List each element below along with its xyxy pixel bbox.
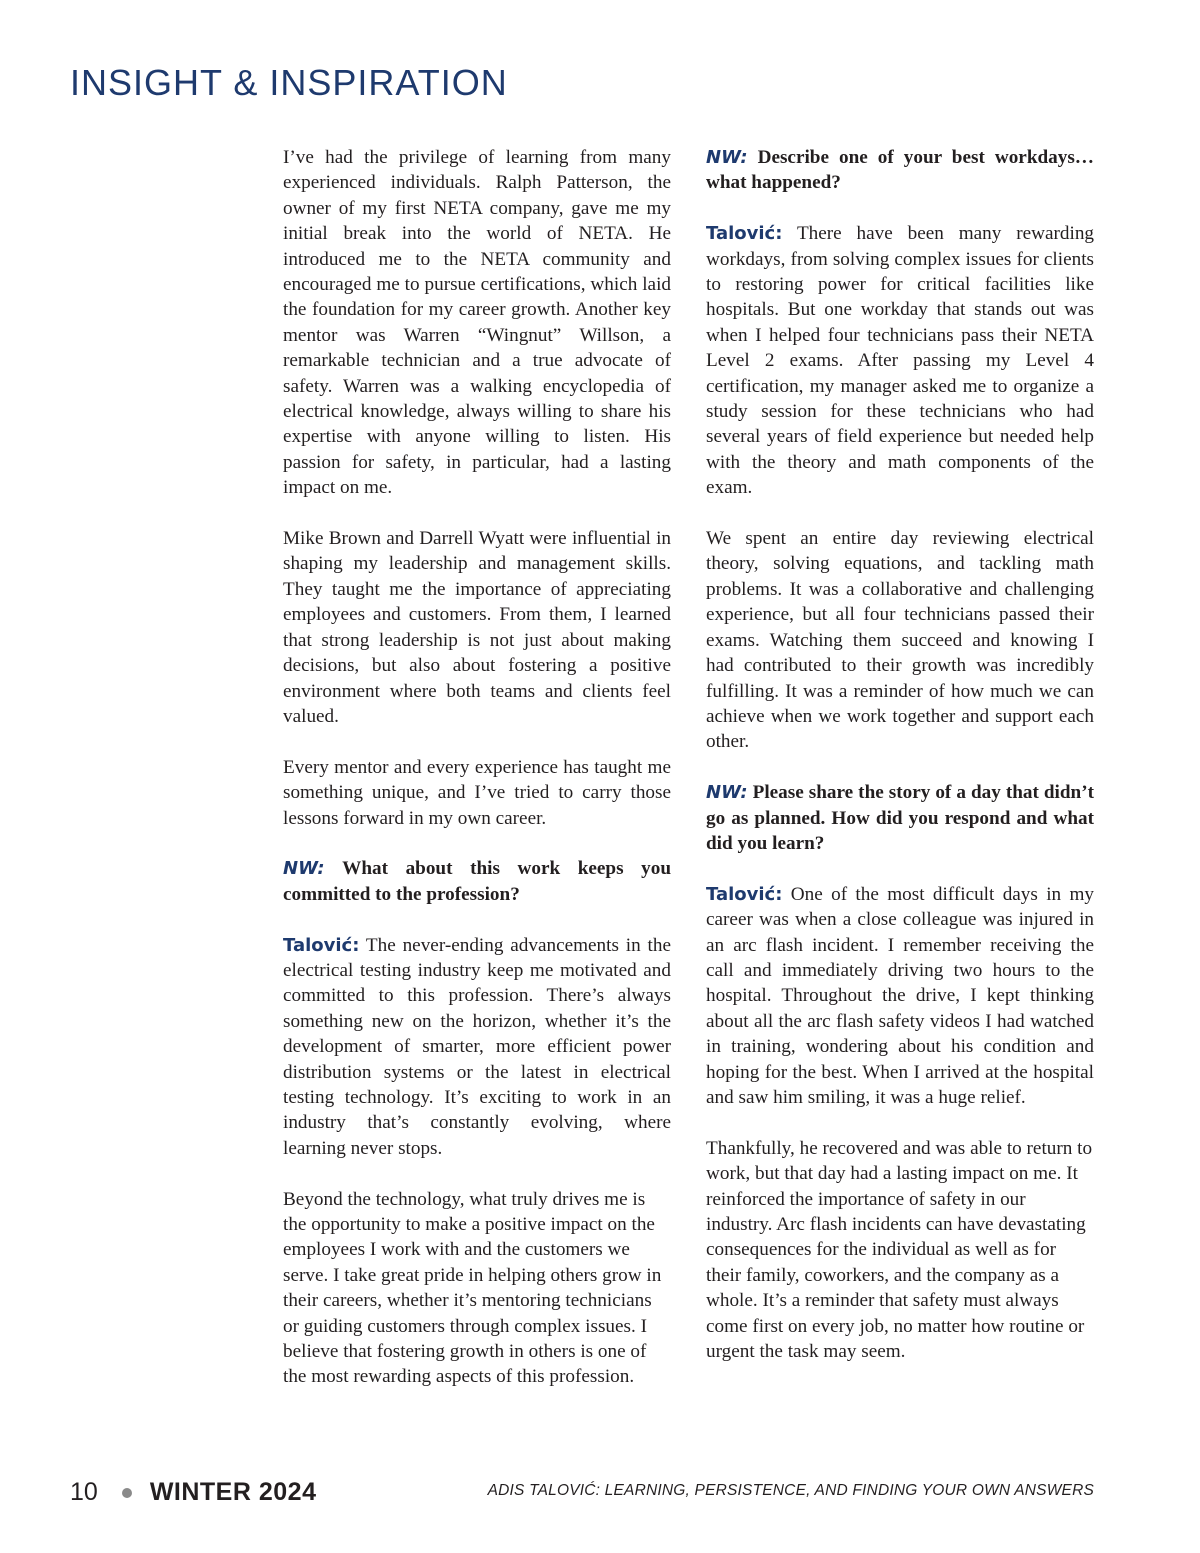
answer-text: One of the most difficult days in my career was when a close colleague was injured in an arc flash incident. I remember receiving the call and immediately driving two hours to the hospital. Throughout the drive, I kept thinking about all the arc flash safety videos I had watched in training, wondering about his condition and hoping for the best. When I arrived at the hospital and saw him smiling, it was a huge relief. xyxy=(706,883,1095,1108)
bullet-separator xyxy=(122,1488,132,1498)
interview-question xyxy=(706,145,1094,196)
interviewer-label: NW: xyxy=(706,782,748,804)
paragraph: Mike Brown and Darrell Wyatt were influential in shaping my leadership and management skills. They taught me the importance of appreciating employees and customers. From them, I learned that strong leadership is not just about making decisions, but also about fostering a positive environment where both teams and clients feel valued. xyxy=(283,528,671,727)
paragraph: We spent an entire day reviewing electrical theory, solving equations, and tackling math problems. It was a collaborative and challenging experience, but all four technicians passed their exams. Watching them succeed and knowing I had contributed to their growth was incredibly fulfilling. It was a reminder of how much we can achieve when we work together and support each other. xyxy=(706,528,1094,753)
paragraph: Thankfully, he recovered and was able to return to work, but that day had a lasting impact on me. It reinforced the importance of safety in our industry. Arc flash incidents can have devastating consequences for the individual as well as for their family, coworkers, and the company as a whole. It’s a reminder that safety must always come first on every job, no matter how routine or urgent the task may seem. xyxy=(706,1137,1093,1363)
question-text: What about this work keeps you committed to the profession? xyxy=(283,858,671,905)
interviewer-label: NW: xyxy=(706,147,748,168)
interview-answer xyxy=(706,882,1094,1111)
issue-label: WINTER 2024 xyxy=(149,1478,317,1506)
section-title: INSIGHT & INSPIRATION xyxy=(70,62,508,103)
paragraph: Beyond the technology, what truly drives me is the opportunity to make a positive impact on the employees I work with and the customers we serve. I take great pride in helping others grow in their careers, whether it’s mentoring technicians or guiding customers through complex issues. I believe that fostering growth in others is one of the most rewarding aspects of this profession. xyxy=(283,1188,662,1388)
interviewee-label: Talović: xyxy=(283,934,360,956)
answer-text: The never-ending advancements in the electrical testing industry keep me motivated and committed to this profession. There’s always something new on the horizon, whether it’s the development of smarter, more efficient power distribution systems or the latest in electrical testing technology. It’s exciting to work in an industry that’s constantly evolving, where learning never stops. xyxy=(283,934,671,1159)
interview-question xyxy=(283,856,671,907)
interview-answer xyxy=(283,933,671,1162)
interview-answer xyxy=(706,221,1094,500)
question-text: Please share the story of a day that didn’t go as planned. How did you respond and what did you learn? xyxy=(706,782,1094,854)
paragraph: I’ve had the privilege of learning from many experienced individuals. Ralph Patterson, the owner of my first NETA company, gave me my initial break into the world of NETA. He introduced me to the NETA community and encouraged me to pursue certifications, which laid the foundation for my career growth. Another key mentor was Warren “Wingnut” Willson, a remarkable technician and a true advocate of safety. Warren was a walking encyclopedia of electrical knowledge, always willing to share his expertise with anyone willing to listen. His passion for safety, in particular, had a lasting impact on me. xyxy=(283,147,671,499)
interviewer-label: NW: xyxy=(283,858,325,880)
interviewee-label: Talović: xyxy=(706,223,783,245)
paragraph: Every mentor and every experience has taught me something unique, and I’ve tried to carry those lessons forward in my own career. xyxy=(283,756,671,829)
article-title: ADIS TALOVIĆ: LEARNING, PERSISTENCE, AND FINDING YOUR OWN ANSWERS xyxy=(487,1482,1094,1499)
right-column xyxy=(706,145,1094,1390)
interview-question xyxy=(706,780,1094,856)
question-text: Describe one of your best workdays… what happened? xyxy=(706,147,1094,194)
interviewee-label: Talović: xyxy=(706,883,783,905)
left-column xyxy=(283,145,671,1415)
footer-left xyxy=(70,1478,316,1507)
page-number: 10 xyxy=(70,1478,98,1506)
answer-text: There have been many rewarding workdays, from solving complex issues for clients to restoring power for critical facilities like hospitals. But one workday that stands out was when I helped four technicians pass their NETA Level 2 exams. After passing my Level 4 certification, my manager asked me to organize a study session for these technicians who had several years of field experience but needed help with the theory and math components of the exam. xyxy=(706,223,1095,499)
